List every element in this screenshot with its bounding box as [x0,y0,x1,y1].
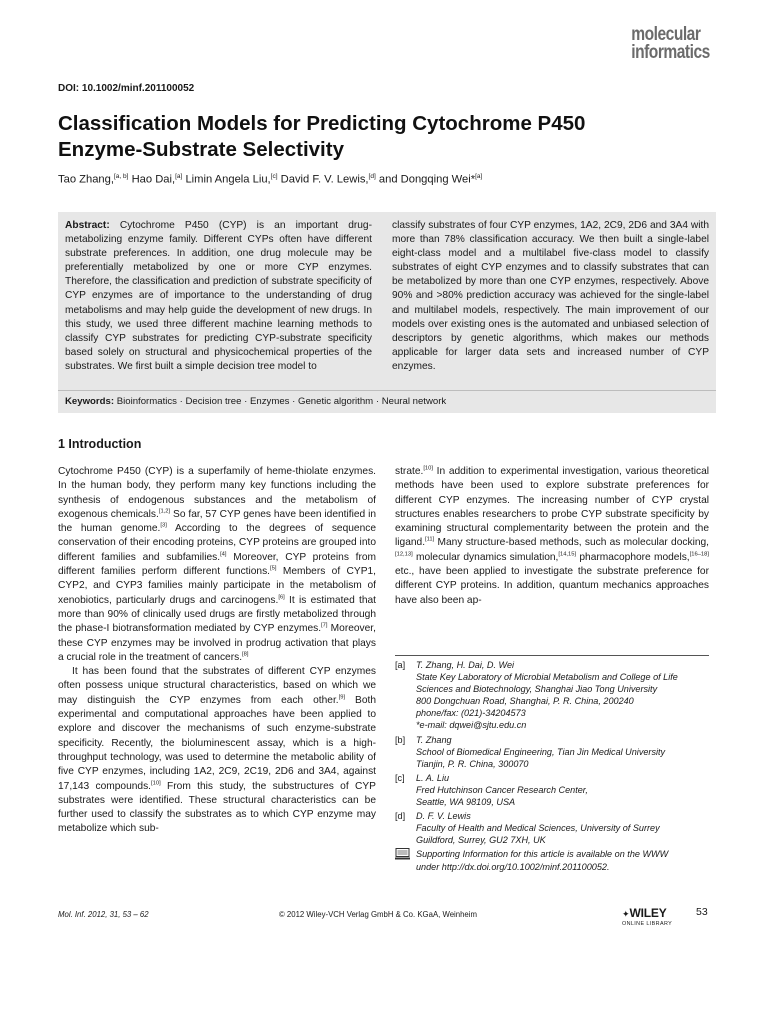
affiliation-address-line: Faculty of Health and Medical Sciences, University of Surrey [416,823,660,834]
author: Limin Angela Liu, [185,173,271,186]
affiliation-body [416,772,709,808]
affiliation-address-line: Seattle, WA 98109, USA [416,797,516,808]
text-run: Moreover, CYP proteins from different families perform different functions. [58,551,377,578]
affiliation-label: [a] [395,660,406,670]
author-affiliation-ref: [a] [475,173,483,180]
affiliations-block [395,655,709,873]
title-line2: Enzyme-Substrate Selectivity [58,138,344,161]
wiley-wordmark: WILEY [629,906,667,920]
author-affiliation-ref: [d] [368,173,376,180]
author: Tao Zhang, [58,173,114,186]
abstract-column-right: classify substrates of four CYP enzymes, 1A2, 2C9, 2D6 and 3A4 with more than 78% classification accuracy. We then built a single-label eight-class model and a multilabel five-class model to classify substrates of eight CYP enzymes and to classify substrates that can be metabolized by more than one CYP enzymes, respectively. Above 90% and >80% prediction accuracy was achieved for the single-label and multilabel models, respectively. The main improvement of our models over existing ones is the automated and unbiased selection of descriptors by genetic algorithms, which makes our methods applicable for larger data sets and increased number of CYP enzymes. [392,220,709,372]
text-run: Cytochrome P450 (CYP) is a superfamily of heme-thiolate enzymes. In the human body, they perform many key functions including the synthesis of endogenous substances and the metabolism of exogenous chemicals. [58,466,376,520]
article-title [58,111,708,163]
body-column-right [395,465,709,608]
text-run: In addition to experimental investigation, various theoretical methods have been used to explore substrate preferences for different CYP enzymes. The increasing number of CYP crystal structures enables researchers to probe CYP substrate specificity by examining structural complementarity between the protein and the ligand. [395,466,709,549]
affiliation-item [395,734,709,770]
affiliation-address-line: 800 Dongchuan Road, Shanghai, P. R. China, 200240 [416,696,634,707]
affiliation-address-line: Fred Hutchinson Cancer Research Center, [416,784,588,795]
affiliation-address-line: School of Biomedical Engineering, Tian Jin Medical University [416,746,666,757]
text-run: strate. [395,466,424,477]
affiliation-address-line: Sciences and Biotechnology, Shanghai Jiao Tong University [416,684,658,695]
affiliation-address-line: phone/fax: (021)-34204573 [416,708,526,719]
abstract-column-left [65,219,372,374]
footer-citation: Mol. Inf. 2012, 31, 53 – 62 [58,910,149,919]
affiliation-label: [d] [395,811,406,822]
citation-ref[interactable]: [14,15] [558,551,577,558]
author-affiliation-ref: [c] [270,173,278,180]
text-run: Both experimental and computational approaches have been applied to explore and discover the mechanisms of such enzyme-substrate specificity. Recently, the bioluminescent assay, which is a high-throughput technology, was used to determine the metabolic ability of five CYP enzymes, including 1A2, 2C9, 2C19, 2D6 and 3A4, against 17,143 compounds. [58,694,376,792]
text-run: Many structure-based methods, such as molecular docking, [434,537,709,549]
text-run: According to the degrees of sequence conservation of their encoding proteins, CYP proteins are grouped into different families and subfamilies. [58,523,377,563]
citation-ref[interactable]: [9] [338,694,346,701]
abstract-box [58,212,716,413]
text-run: From this study, the substructures of CYP substrates were identified. These structural characteristics can be further used to classify the substrates as to which CYP enzyme may metabolize which sub- [58,780,376,835]
intro-paragraph-3 [395,465,709,608]
affiliation-authors: D. F. V. Lewis [416,811,471,822]
affiliation-address-line[interactable]: *e-mail: dqwei@sjtu.edu.cn [416,720,527,731]
keywords-row [58,390,716,413]
citation-ref[interactable]: [16–18] [689,551,709,558]
affiliation-address-line: Guildford, Surrey, GU2 7XH, UK [416,835,546,846]
citation-ref[interactable]: [5] [270,565,277,572]
page-number: 53 [696,906,708,918]
citation-ref[interactable]: [4] [220,551,227,558]
affiliation-body [416,734,709,770]
citation-ref[interactable]: [6] [278,594,285,601]
title-line1: Classification Models for Predicting Cytochrome P450 [58,112,586,135]
intro-paragraph-1 [58,465,376,665]
text-run: It is estimated that more than 90% of clinically used drugs are firstly metabolized through the phase-I biotransformation mediated by CYP enzymes. [58,594,377,635]
citation-ref[interactable]: [3] [160,522,167,529]
citation-ref[interactable]: [7] [321,622,328,629]
affiliation-label: [b] [395,734,406,745]
citation-ref[interactable]: [11] [425,537,435,544]
affiliation-authors: T. Zhang [416,734,452,745]
abstract-text-left: Cytochrome P450 (CYP) is an important drug-metabolizing enzyme family. Different CYPs often have different substrate preferences. In addition, one drug molecule may be preferentially metabolized by one or more CYP enzymes. Therefore, the classification and prediction of substrate specificity of CYP enzymes are of importance to the understanding of drug metabolisms and may help guide the development of new drugs. In this study, we used three different machine learning methods to classify CYP substrates for predicting CYP-substrate specificity based solely on structural and physicochemical properties of the substrates. We first built a simple decision tree model to [65,220,372,372]
journal-logo-line1: molecular [631,24,701,45]
wiley-logo[interactable] [622,904,682,926]
affiliation-item [395,659,709,732]
affiliation-authors: L. A. Liu [416,772,450,783]
wiley-online-library: ONLINE LIBRARY [622,921,673,927]
citation-ref[interactable]: [10] [423,465,433,472]
supporting-info-line1: Supporting Information for this article is available on the WWW [416,849,669,860]
text-run: Members of CYP1, CYP2, and CYP3 families mainly participate in the metabolism of xenobiotics, particularly drugs and carcinogens. [58,566,377,606]
affiliation-authors: T. Zhang, H. Dai, D. Wei [416,660,515,670]
body-column-left [58,465,376,837]
citation-ref[interactable]: [1,2] [158,508,171,515]
citation-ref[interactable]: [12,13] [395,551,413,558]
author: David F. V. Lewis, [280,173,369,186]
affiliation-item [395,772,709,808]
affiliation-address-line: State Key Laboratory of Microbial Metabolism and College of Life [416,672,678,683]
section-heading: 1 Introduction [58,437,142,451]
wiley-mark-icon: ✦ [622,909,630,919]
author-list [58,173,708,186]
affiliation-body [416,810,709,846]
author-affiliation-ref: [a, b] [113,173,129,180]
abstract-label: Abstract: [65,220,110,231]
text-run: So far, 57 CYP genes have been identified in the human genome. [58,508,376,535]
author: Hao Dai, [131,173,176,186]
text-run: etc., have been applied to investigate the substrate preference for different CYP proteins. In addition, quantum mechanics approaches have also been ap- [395,566,709,606]
doi[interactable]: DOI: 10.1002/minf.201100052 [58,83,195,94]
citation-ref[interactable]: [8] [242,651,249,658]
keywords-text: Bioinformatics · Decision tree · Enzymes · Genetic algorithm · Neural network [114,396,447,407]
footer-copyright: © 2012 Wiley-VCH Verlag GmbH & Co. KGaA, Weinheim [279,910,477,919]
author: and Dongqing Wei* [378,173,476,186]
text-run: molecular dynamics simulation, [412,551,559,563]
computer-icon [395,848,416,872]
intro-paragraph-2 [58,665,376,837]
affiliation-list [395,659,709,846]
keywords-label: Keywords: [65,396,115,407]
author-affiliation-ref: [a] [175,173,183,180]
text-run: pharmacophore models, [576,551,690,563]
supporting-info [395,848,709,872]
supporting-info-text[interactable] [416,848,709,872]
journal-logo [631,26,710,62]
affiliation-item [395,810,709,846]
affiliation-body [416,659,709,732]
affiliation-label: [c] [395,772,405,783]
supporting-info-line2[interactable]: under http://dx.doi.org/10.1002/minf.201100052. [416,861,610,872]
journal-logo-line2: informatics [631,42,710,63]
text-run: Moreover, these CYP enzymes may be involved in prodrug activation that plays a crucial role in the treatment of cancers. [58,623,376,663]
affiliation-address-line: Tianjin, P. R. China, 300070 [416,758,529,769]
citation-ref[interactable]: [10] [151,780,161,787]
text-run: It has been found that the substrates of different CYP enzymes often possess unique structural characteristics, based on which we may distinguish the CYP enzymes from each other. [58,666,376,706]
